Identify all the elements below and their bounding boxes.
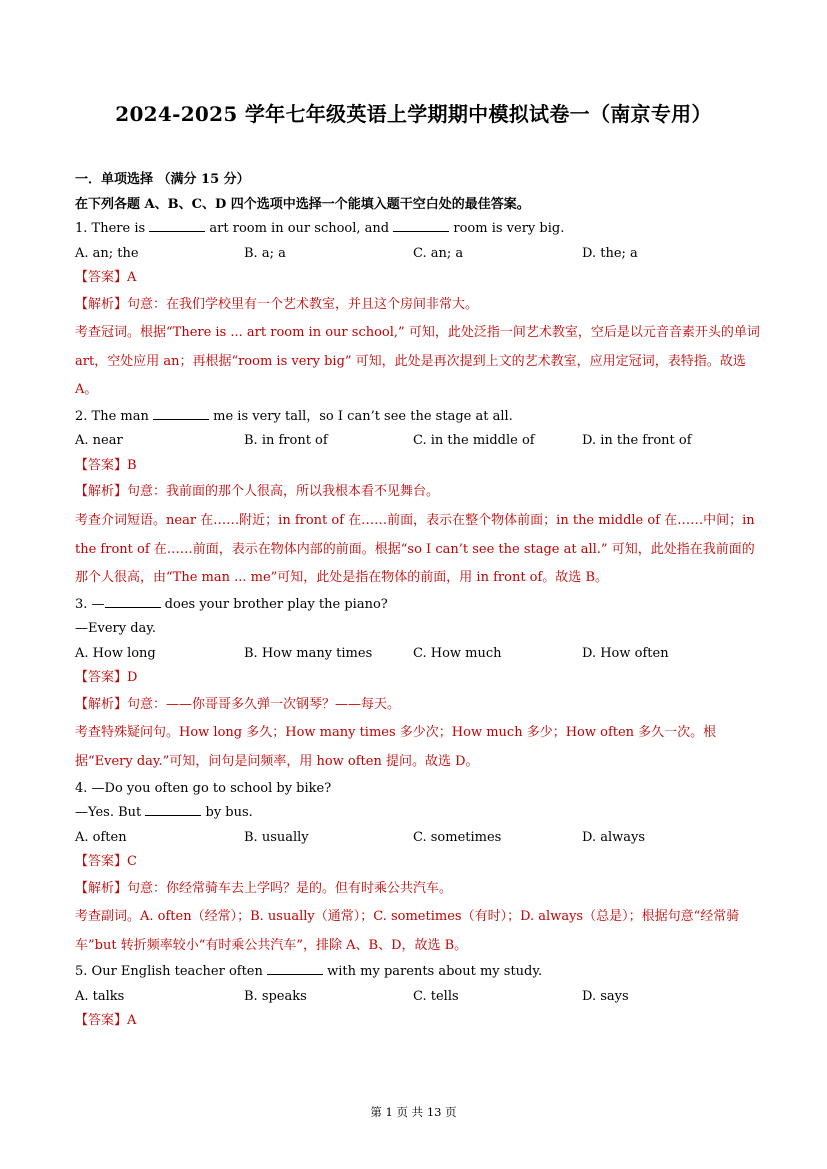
answer-blank bbox=[149, 218, 205, 232]
question-4-stem-line2: —Yes. But by bus. bbox=[75, 801, 765, 826]
option-c: C. in the middle of bbox=[413, 433, 535, 449]
option-a: A. How long bbox=[75, 645, 156, 661]
option-d: D. says bbox=[582, 988, 629, 1004]
option-a: A. near bbox=[75, 433, 123, 449]
question-4-answer: 【答案】C bbox=[75, 854, 137, 870]
question-2-stem: 2. The man me is very tall，so I can’t see the stage at all. bbox=[75, 405, 765, 430]
answer-blank bbox=[153, 406, 209, 420]
question-1-options bbox=[75, 242, 765, 267]
option-c: C. tells bbox=[413, 988, 459, 1004]
question-4-explanation: 【解析】句意：你经常骑车去上学吗？是的。但有时乘公共汽车。 考查副词。A. often（经常）；B. usually（通常）；C. sometimes（有时）；D. always（总是）；根据句意“经常骑车”but 转折频率较小“有时乘公共汽车”，排除 A、B、D，故选 B。 bbox=[75, 880, 740, 953]
option-b: B. in front of bbox=[244, 433, 328, 449]
question-5-stem: 5. Our English teacher often with my parents about my study. bbox=[75, 960, 765, 985]
answer-blank bbox=[267, 961, 323, 975]
option-d: D. always bbox=[582, 829, 646, 845]
option-a: A. often bbox=[75, 829, 127, 845]
question-5-options bbox=[75, 985, 765, 1010]
question-3-options bbox=[75, 642, 765, 667]
question-4-stem: 4. —Do you often go to school by bike? bbox=[75, 780, 332, 796]
section-heading: 一．单项选择 （满分 15 分） bbox=[75, 172, 250, 187]
page-title: 2024-2025 学年七年级英语上学期期中模拟试卷一（南京专用） bbox=[115, 102, 712, 126]
option-b: B. a; a bbox=[244, 245, 286, 261]
option-b: B. speaks bbox=[244, 988, 307, 1004]
option-c: C. an; a bbox=[413, 245, 464, 261]
option-d: D. in the front of bbox=[582, 433, 692, 449]
question-3-stem: 3. — does your brother play the piano? bbox=[75, 593, 765, 618]
option-a: A. an; the bbox=[75, 245, 139, 261]
option-c: C. sometimes bbox=[413, 829, 502, 845]
question-2-answer: 【答案】B bbox=[75, 457, 137, 473]
option-c: C. How much bbox=[413, 645, 502, 661]
option-d: D. How often bbox=[582, 645, 669, 661]
question-3-answer: 【答案】D bbox=[75, 670, 138, 686]
option-b: B. usually bbox=[244, 829, 309, 845]
question-3-explanation: 【解析】句意：——你哥哥多久弹一次钢琴？——每天。 考查特殊疑问句。How long 多久；How many times 多少次；How much 多少；How often 多久一次。根据“Every day.”可知，问句是问频率，用 how often 提问。故选 D。 bbox=[75, 696, 717, 769]
content bbox=[75, 168, 765, 1034]
option-b: B. How many times bbox=[244, 645, 373, 661]
question-2-options bbox=[75, 429, 765, 454]
question-2-explanation: 【解析】句意：我前面的那个人很高，所以我根本看不见舞台。 考查介词短语。near 在……附近；in front of 在……前面，表示在整个物体前面；in the middle of 在……中间；in the front of 在……前面，表示在物体内部的前面。根据“so I can’t see the stage at all.” 可知，此处指在我前面的那个人很高，由“The man ... me”可知，此处是指在物体的前面，用 in front of。故选 B。 bbox=[75, 484, 755, 586]
section-instruction: 在下列各题 A、B、C、D 四个选项中选择一个能填入题干空白处的最佳答案。 bbox=[75, 196, 530, 212]
page-footer: 第 1 页 共 13 页 bbox=[370, 1105, 457, 1119]
option-a: A. talks bbox=[75, 988, 125, 1004]
question-1-explanation: 【解析】句意：在我们学校里有一个艺术教室，并且这个房间非常大。 考查冠词。根据“There is ... art room in our school,” 可知，此处泛指一间艺术教室，空后是以元音音素开头的单词 art，空处应用 an；再根据“room is very big” 可知，此处是再次提到上文的艺术教室，应用定冠词，表特指。故选 A。 bbox=[75, 296, 760, 398]
question-4-options bbox=[75, 826, 765, 851]
answer-blank bbox=[145, 802, 201, 816]
answer-blank bbox=[105, 594, 161, 608]
option-d: D. the; a bbox=[582, 245, 638, 261]
question-5-answer: 【答案】A bbox=[75, 1013, 137, 1029]
answer-blank bbox=[393, 218, 449, 232]
question-1-answer: 【答案】A bbox=[75, 270, 137, 285]
question-1-stem: 1. There is art room in our school, and room is very big. bbox=[75, 217, 765, 242]
question-3-stem-line2: —Every day. bbox=[75, 621, 157, 637]
